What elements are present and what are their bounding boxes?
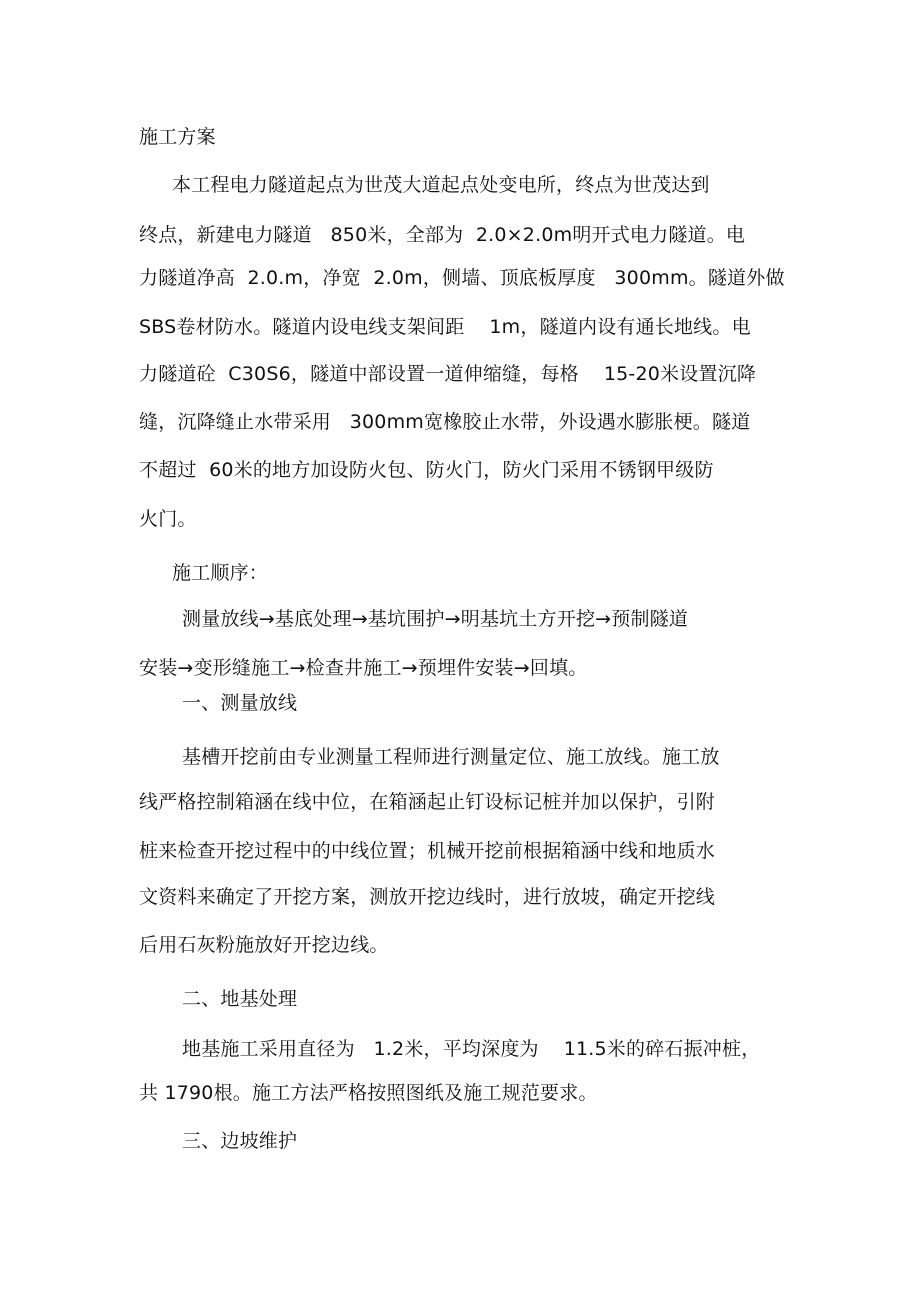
paragraph-line: 线严格控制箱涵在线中位，在箱涵起止钉设标记桩并加以保护，引附 bbox=[139, 791, 716, 813]
paragraph-line: 力隧道砼 C30S6，隧道中部设置一道伸缩缝，每格 15-20米设置沉降 bbox=[139, 363, 757, 385]
section-heading: 三、边坡维护 bbox=[182, 1130, 298, 1152]
document-title: 施工方案 bbox=[139, 126, 216, 148]
paragraph-line: 后用石灰粉施放好开挖边线。 bbox=[139, 934, 389, 956]
paragraph-line: 缝，沉降缝止水带采用 300mm宽橡胶止水带，外设遇水膨胀梗。隧道 bbox=[139, 411, 751, 433]
paragraph-line: 火门。 bbox=[139, 508, 197, 530]
paragraph-line: 基槽开挖前由专业测量工程师进行测量定位、施工放线。施工放 bbox=[182, 746, 720, 768]
paragraph-line: 文资料来确定了开挖方案，测放开挖边线时，进行放坡，确定开挖线 bbox=[139, 886, 716, 908]
paragraph-line: 本工程电力隧道起点为世茂大道起点处变电所，终点为世茂达到 bbox=[172, 174, 710, 196]
section-heading: 施工顺序： bbox=[172, 562, 269, 584]
paragraph-line: 测量放线→基底处理→基坑围护→明基坑土方开挖→预制隧道 bbox=[182, 608, 689, 630]
paragraph-line: 终点，新建电力隧道 850米，全部为 2.0×2.0m明开式电力隧道。电 bbox=[139, 224, 746, 246]
paragraph-line: 桩来检查开挖过程中的中线位置；机械开挖前根据箱涵中线和地质水 bbox=[139, 840, 716, 862]
section-heading: 一、测量放线 bbox=[182, 692, 298, 714]
paragraph-line: 不超过 60米的地方加设防火包、防火门，防火门采用不锈钢甲级防 bbox=[139, 459, 714, 481]
section-heading: 二、地基处理 bbox=[182, 988, 298, 1010]
paragraph-line: 力隧道净高 2.0.m，净宽 2.0m，侧墙、顶底板厚度 300mm。隧道外做 bbox=[139, 267, 785, 289]
paragraph-line: 共 1790根。施工方法严格按照图纸及施工规范要求。 bbox=[139, 1082, 598, 1104]
paragraph-line: 安装→变形缝施工→检查井施工→预埋件安装→回填。 bbox=[139, 657, 588, 679]
paragraph-line: SBS卷材防水。隧道内设电线支架间距 1m，隧道内设有通长地线。电 bbox=[139, 316, 751, 338]
paragraph-line: 地基施工采用直径为 1.2米，平均深度为 11.5米的碎石振冲桩， bbox=[182, 1038, 761, 1060]
